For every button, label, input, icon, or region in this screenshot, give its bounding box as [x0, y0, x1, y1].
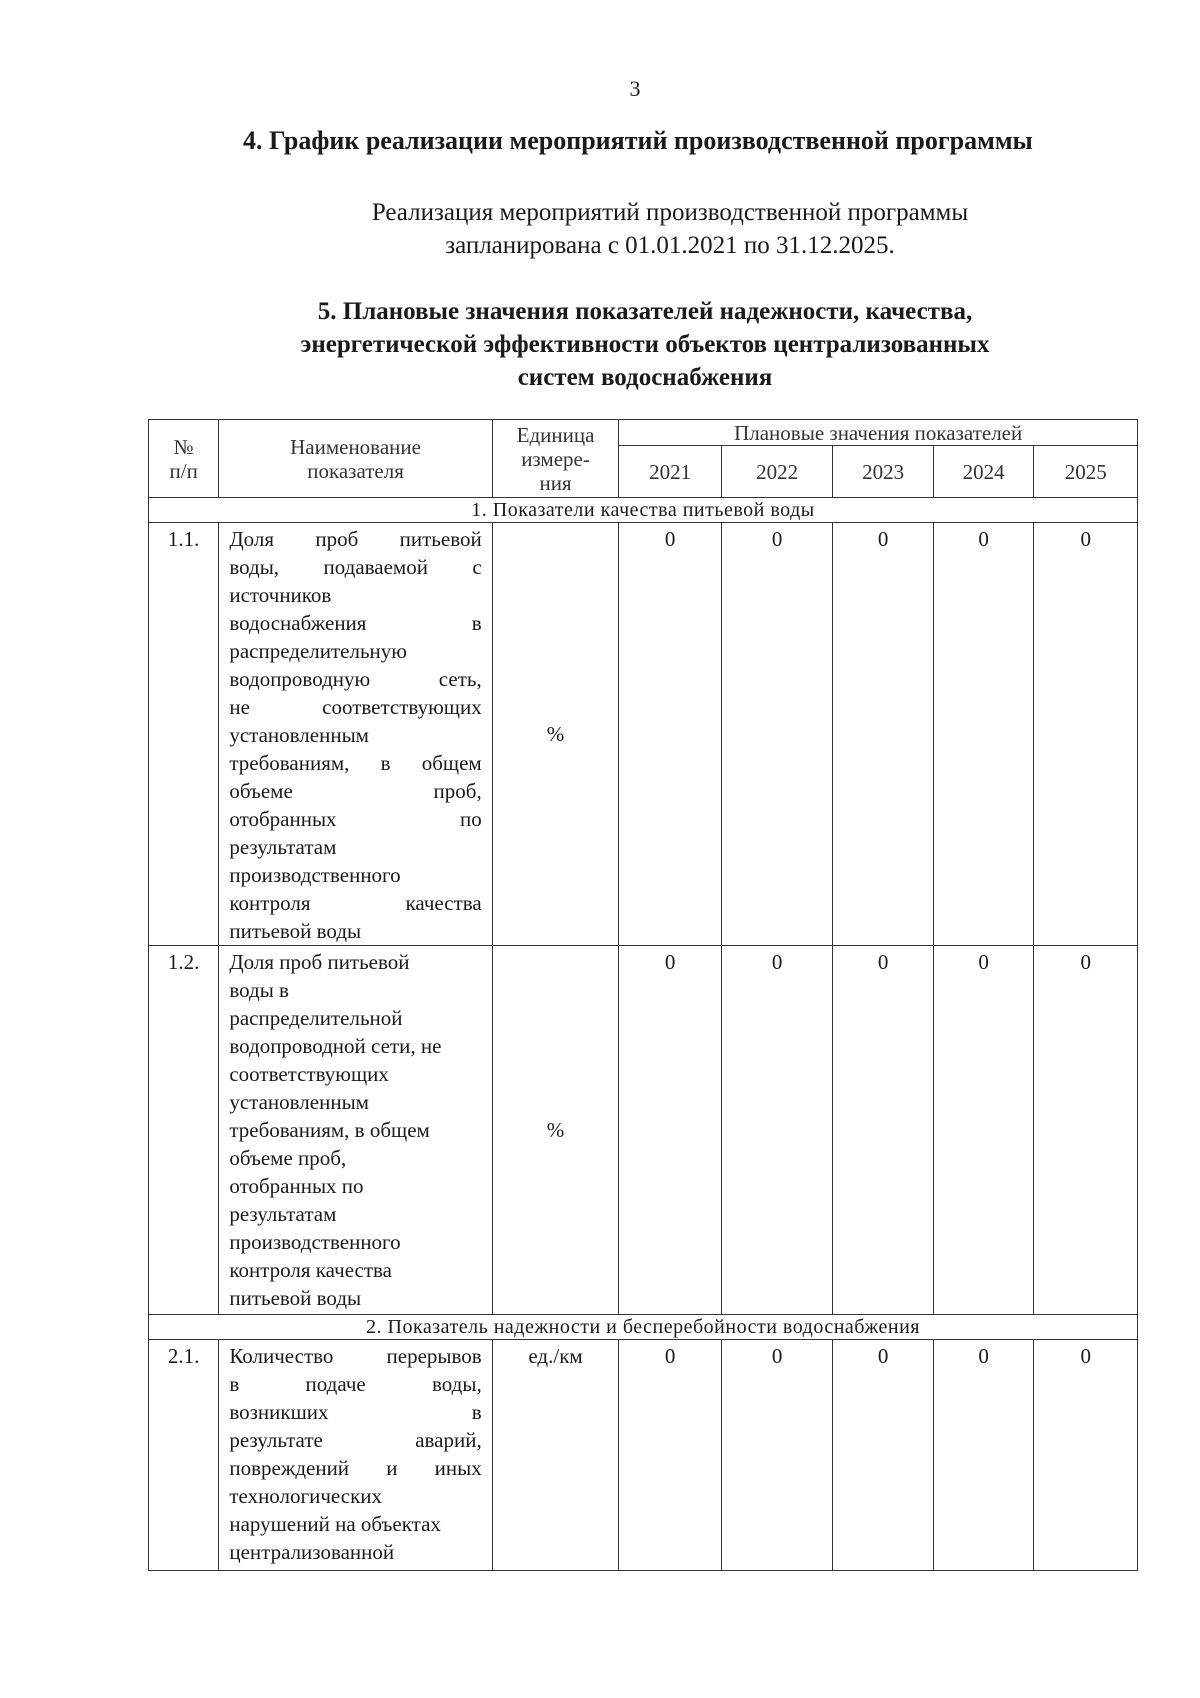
- row-number: 1.2.: [149, 946, 219, 1315]
- unit-value: %: [492, 523, 619, 946]
- value-2023: 0: [833, 523, 934, 946]
- indicator-name-line: результатам: [229, 1202, 337, 1226]
- indicator-name-line: водопроводной сети, не: [229, 1034, 442, 1058]
- indicator-name-line: производственного: [229, 863, 401, 887]
- indicator-name-line: водоснабжения в: [229, 611, 482, 635]
- indicator-name-line: централизованной: [229, 1540, 395, 1564]
- section-5-title-line-1: 5. Плановые значения показателей надежности, качества,: [317, 298, 973, 325]
- indicator-name-line: не соответствующих: [229, 695, 482, 719]
- indicator-name-line: требованиям, в общем: [229, 751, 482, 775]
- indicator-name-line: водопроводную сеть,: [229, 667, 482, 691]
- section-5-title: [220, 295, 1070, 394]
- section-title-1: 1. Показатели качества питьевой воды: [149, 498, 1138, 523]
- indicator-name-line: воды, подаваемой с: [229, 555, 482, 579]
- section-5-title-line-2: энергетической эффективности объектов централизованных: [300, 331, 990, 358]
- header-unit-line-3: ния: [539, 470, 572, 495]
- value-2023: 0: [833, 946, 934, 1315]
- indicator-name-line: распределительную: [229, 639, 407, 663]
- indicator-name-line: требованиям, в общем: [229, 1118, 430, 1142]
- value-2025: 0: [1034, 1340, 1138, 1571]
- header-name: [219, 420, 492, 498]
- section-row-1: [149, 498, 1138, 523]
- indicator-name-line: установленным: [229, 1090, 369, 1114]
- value-2021: 0: [619, 523, 722, 946]
- unit-value: %: [492, 946, 619, 1315]
- indicator-name-line: результате аварий,: [229, 1428, 482, 1452]
- implementation-line-1: Реализация мероприятий производственной программы: [371, 199, 969, 226]
- header-name-line-2: показателя: [307, 458, 404, 483]
- indicator-name-line: контроля качества: [229, 891, 482, 915]
- header-unit-line-2: измере-: [521, 446, 590, 471]
- indicator-name-line: контроля качества: [229, 1258, 392, 1282]
- indicators-table: [148, 419, 1138, 1571]
- indicator-name-line: Доля проб питьевой: [229, 527, 482, 551]
- header-planned-values: Плановые значения показателей: [619, 420, 1138, 446]
- value-2021: 0: [619, 1340, 722, 1571]
- section-5-title-line-3: систем водоснабжения: [517, 364, 773, 391]
- implementation-line-2: запланирована с 01.01.2021 по 31.12.2025.: [445, 232, 895, 259]
- indicator-name-line: соответствующих: [229, 1062, 389, 1086]
- header-year-2025: 2025: [1034, 446, 1138, 498]
- section-title-2: 2. Показатель надежности и бесперебойности водоснабжения: [149, 1315, 1138, 1340]
- indicator-name-line: Доля проб питьевой: [229, 950, 410, 974]
- indicator-name-line: отобранных по: [229, 807, 482, 831]
- indicator-name-line: возникших в: [229, 1400, 482, 1424]
- indicator-name-line: воды в: [229, 978, 289, 1002]
- indicator-name-line: технологических: [229, 1484, 383, 1508]
- indicator-name-line: повреждений и иных: [229, 1456, 482, 1480]
- table-row: [149, 946, 1138, 1315]
- indicator-name-line: нарушений на объектах: [229, 1512, 441, 1536]
- implementation-paragraph: [270, 196, 1070, 262]
- indicator-name-line: источников: [229, 583, 332, 607]
- indicator-name-line: распределительной: [229, 1006, 403, 1030]
- page-number: 3: [629, 76, 641, 101]
- indicator-name-line: отобранных по: [229, 1174, 364, 1198]
- header-num: [149, 420, 219, 498]
- indicator-name-line: производственного: [229, 1230, 401, 1254]
- header-year-2024: 2024: [933, 446, 1034, 498]
- header-num-line-2: п/п: [169, 458, 198, 483]
- header-unit: [492, 420, 619, 498]
- row-number: 2.1.: [149, 1340, 219, 1571]
- header-name-line-1: Наименование: [290, 434, 421, 459]
- indicator-name-line: в подаче воды,: [229, 1372, 482, 1396]
- indicator-name-line: установленным: [229, 723, 369, 747]
- indicator-name-line: питьевой воды: [229, 919, 362, 943]
- value-2022: 0: [721, 523, 833, 946]
- indicator-name-line: объеме проб,: [229, 1146, 347, 1170]
- unit-value: ед./км: [492, 1340, 619, 1571]
- indicator-name: [219, 523, 492, 946]
- indicator-name-line: питьевой воды: [229, 1286, 362, 1310]
- table-row: [149, 1340, 1138, 1571]
- value-2024: 0: [933, 523, 1034, 946]
- value-2022: 0: [721, 1340, 833, 1571]
- indicator-name: [219, 946, 492, 1315]
- header-unit-line-1: Единица: [516, 422, 595, 447]
- value-2023: 0: [833, 1340, 934, 1571]
- value-2021: 0: [619, 946, 722, 1315]
- header-year-2023: 2023: [833, 446, 934, 498]
- value-2025: 0: [1034, 523, 1138, 946]
- header-year-2022: 2022: [721, 446, 833, 498]
- section-4-title: 4. График реализации мероприятий производственной программы: [243, 126, 1033, 155]
- indicator-name-line: Количество перерывов: [229, 1344, 482, 1368]
- indicator-name-line: результатам: [229, 835, 337, 859]
- header-num-line-1: №: [173, 434, 194, 459]
- value-2024: 0: [933, 1340, 1034, 1571]
- section-row-2: [149, 1315, 1138, 1340]
- row-number: 1.1.: [149, 523, 219, 946]
- value-2022: 0: [721, 946, 833, 1315]
- value-2025: 0: [1034, 946, 1138, 1315]
- table-row: [149, 523, 1138, 946]
- indicator-name: [219, 1340, 492, 1571]
- header-year-2021: 2021: [619, 446, 722, 498]
- value-2024: 0: [933, 946, 1034, 1315]
- indicator-name-line: объеме проб,: [229, 779, 482, 803]
